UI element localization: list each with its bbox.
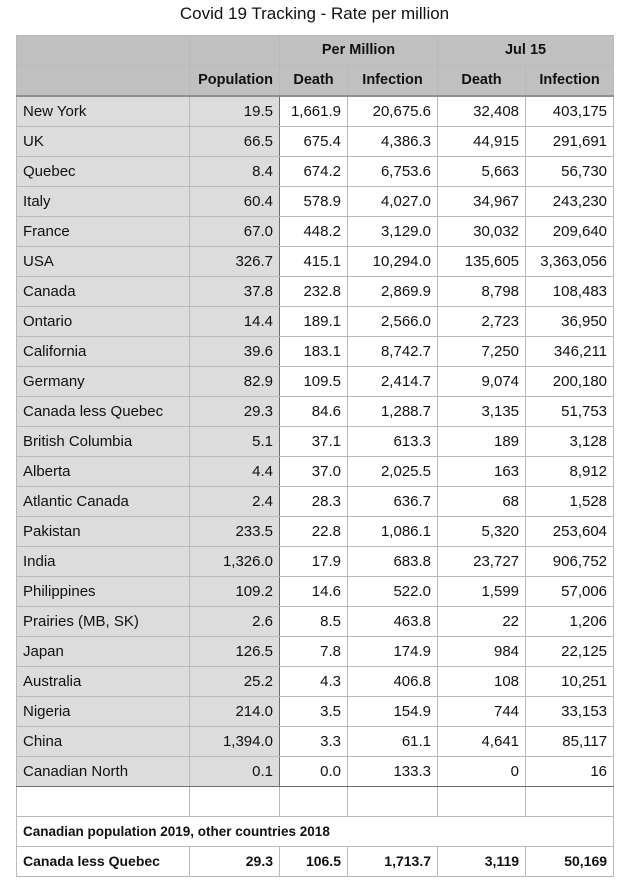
region-name-cell[interactable]: Japan — [17, 637, 190, 667]
table-row — [17, 697, 614, 727]
blank-row — [17, 787, 614, 817]
table-row — [17, 427, 614, 457]
pm-death-cell[interactable]: 17.9 — [280, 547, 348, 577]
region-name-cell[interactable]: Quebec — [17, 157, 190, 187]
header-name-cell — [17, 66, 190, 97]
header-corner-cell — [17, 36, 190, 66]
pm-death-cell[interactable]: 4.3 — [280, 667, 348, 697]
population-cell[interactable]: 326.7 — [190, 247, 280, 277]
infection-cell[interactable]: 253,604 — [526, 517, 614, 547]
infection-cell[interactable]: 33,153 — [526, 697, 614, 727]
pm-infection-cell[interactable]: 463.8 — [348, 607, 438, 637]
region-name-cell[interactable]: California — [17, 337, 190, 367]
header-pm-infection: Infection — [348, 66, 438, 97]
summary-death-cell[interactable]: 3,119 — [438, 847, 526, 877]
pm-death-cell[interactable]: 109.5 — [280, 367, 348, 397]
table-row — [17, 187, 614, 217]
table-row — [17, 667, 614, 697]
table-row — [17, 637, 614, 667]
pm-infection-cell[interactable]: 1,086.1 — [348, 517, 438, 547]
infection-cell[interactable]: 36,950 — [526, 307, 614, 337]
header-population: Population — [190, 66, 280, 97]
region-name-cell[interactable]: India — [17, 547, 190, 577]
table-row — [17, 397, 614, 427]
pm-death-cell[interactable]: 8.5 — [280, 607, 348, 637]
death-cell[interactable]: 30,032 — [438, 217, 526, 247]
pm-death-cell[interactable]: 3.3 — [280, 727, 348, 757]
region-name-cell[interactable]: Italy — [17, 187, 190, 217]
death-cell[interactable]: 68 — [438, 487, 526, 517]
pm-infection-cell[interactable]: 4,386.3 — [348, 127, 438, 157]
population-cell[interactable]: 2.6 — [190, 607, 280, 637]
summary-population-cell[interactable]: 29.3 — [190, 847, 280, 877]
header-per-million: Per Million — [280, 36, 438, 66]
population-cell[interactable]: 5.1 — [190, 427, 280, 457]
pm-infection-cell[interactable]: 4,027.0 — [348, 187, 438, 217]
region-name-cell[interactable]: Prairies (MB, SK) — [17, 607, 190, 637]
pm-infection-cell[interactable]: 154.9 — [348, 697, 438, 727]
region-name-cell[interactable]: British Columbia — [17, 427, 190, 457]
population-cell[interactable]: 29.3 — [190, 397, 280, 427]
population-cell[interactable]: 60.4 — [190, 187, 280, 217]
death-cell[interactable]: 135,605 — [438, 247, 526, 277]
death-cell[interactable]: 44,915 — [438, 127, 526, 157]
header-column-row — [17, 66, 614, 97]
population-cell[interactable]: 14.4 — [190, 307, 280, 337]
header-empty-cell — [190, 36, 280, 66]
region-name-cell[interactable]: UK — [17, 127, 190, 157]
pm-infection-cell[interactable]: 2,025.5 — [348, 457, 438, 487]
population-cell[interactable]: 233.5 — [190, 517, 280, 547]
table-row — [17, 517, 614, 547]
population-cell[interactable]: 19.5 — [190, 96, 280, 127]
pm-infection-cell[interactable]: 406.8 — [348, 667, 438, 697]
death-cell[interactable]: 32,408 — [438, 96, 526, 127]
covid-table — [16, 35, 614, 877]
table-row — [17, 96, 614, 127]
pm-death-cell[interactable]: 675.4 — [280, 127, 348, 157]
death-cell[interactable]: 23,727 — [438, 547, 526, 577]
infection-cell[interactable]: 57,006 — [526, 577, 614, 607]
population-cell[interactable]: 82.9 — [190, 367, 280, 397]
pm-infection-cell[interactable]: 3,129.0 — [348, 217, 438, 247]
infection-cell[interactable]: 16 — [526, 757, 614, 787]
pm-death-cell[interactable]: 84.6 — [280, 397, 348, 427]
infection-cell[interactable]: 243,230 — [526, 187, 614, 217]
table-row — [17, 457, 614, 487]
pm-death-cell[interactable]: 183.1 — [280, 337, 348, 367]
pm-death-cell[interactable]: 415.1 — [280, 247, 348, 277]
empty-cell[interactable] — [190, 787, 280, 817]
pm-death-cell[interactable]: 189.1 — [280, 307, 348, 337]
page-title: Covid 19 Tracking - Rate per million — [179, 4, 450, 23]
pm-infection-cell[interactable]: 174.9 — [348, 637, 438, 667]
region-name-cell[interactable]: Pakistan — [17, 517, 190, 547]
region-name-cell[interactable]: China — [17, 727, 190, 757]
table-row — [17, 157, 614, 187]
infection-cell[interactable]: 10,251 — [526, 667, 614, 697]
table-row — [17, 727, 614, 757]
population-cell[interactable]: 25.2 — [190, 667, 280, 697]
region-name-cell[interactable]: Atlantic Canada — [17, 487, 190, 517]
region-name-cell[interactable]: Canada less Quebec — [17, 397, 190, 427]
infection-cell[interactable]: 346,211 — [526, 337, 614, 367]
death-cell[interactable]: 108 — [438, 667, 526, 697]
pm-death-cell[interactable]: 14.6 — [280, 577, 348, 607]
region-name-cell[interactable]: Nigeria — [17, 697, 190, 727]
pm-infection-cell[interactable]: 613.3 — [348, 427, 438, 457]
infection-cell[interactable]: 56,730 — [526, 157, 614, 187]
population-cell[interactable]: 66.5 — [190, 127, 280, 157]
pm-death-cell[interactable]: 232.8 — [280, 277, 348, 307]
region-name-cell[interactable]: France — [17, 217, 190, 247]
header-date-group: Jul 15 — [438, 36, 614, 66]
infection-cell[interactable]: 1,528 — [526, 487, 614, 517]
death-cell[interactable]: 8,798 — [438, 277, 526, 307]
pm-infection-cell[interactable]: 1,288.7 — [348, 397, 438, 427]
pm-death-cell[interactable]: 28.3 — [280, 487, 348, 517]
death-cell[interactable]: 9,074 — [438, 367, 526, 397]
death-cell[interactable]: 984 — [438, 637, 526, 667]
infection-cell[interactable]: 108,483 — [526, 277, 614, 307]
death-cell[interactable]: 163 — [438, 457, 526, 487]
population-cell[interactable]: 0.1 — [190, 757, 280, 787]
pm-infection-cell[interactable]: 8,742.7 — [348, 337, 438, 367]
infection-cell[interactable]: 291,691 — [526, 127, 614, 157]
death-cell[interactable]: 744 — [438, 697, 526, 727]
population-cell[interactable]: 126.5 — [190, 637, 280, 667]
pm-infection-cell[interactable]: 636.7 — [348, 487, 438, 517]
region-name-cell[interactable]: Australia — [17, 667, 190, 697]
infection-cell[interactable]: 906,752 — [526, 547, 614, 577]
infection-cell[interactable]: 403,175 — [526, 96, 614, 127]
header-date-infection: Infection — [526, 66, 614, 97]
table-row — [17, 367, 614, 397]
table-row — [17, 307, 614, 337]
death-cell[interactable]: 189 — [438, 427, 526, 457]
empty-cell[interactable] — [438, 787, 526, 817]
region-name-cell[interactable]: Philippines — [17, 577, 190, 607]
footnote-text: Canadian population 2019, other countries 2018 — [17, 817, 614, 847]
pm-death-cell[interactable]: 37.0 — [280, 457, 348, 487]
summary-region-name-cell[interactable]: Canada less Quebec — [17, 847, 190, 877]
pm-death-cell[interactable]: 578.9 — [280, 187, 348, 217]
death-cell[interactable]: 4,641 — [438, 727, 526, 757]
population-cell[interactable]: 37.8 — [190, 277, 280, 307]
empty-cell[interactable] — [348, 787, 438, 817]
pm-death-cell[interactable]: 448.2 — [280, 217, 348, 247]
pm-infection-cell[interactable]: 2,869.9 — [348, 277, 438, 307]
region-name-cell[interactable]: Canadian North — [17, 757, 190, 787]
empty-cell[interactable] — [280, 787, 348, 817]
pm-death-cell[interactable]: 3.5 — [280, 697, 348, 727]
population-cell[interactable]: 67.0 — [190, 217, 280, 247]
pm-infection-cell[interactable]: 61.1 — [348, 727, 438, 757]
population-cell[interactable]: 39.6 — [190, 337, 280, 367]
infection-cell[interactable]: 22,125 — [526, 637, 614, 667]
pm-death-cell[interactable]: 1,661.9 — [280, 96, 348, 127]
infection-cell[interactable]: 85,117 — [526, 727, 614, 757]
pm-death-cell[interactable]: 22.8 — [280, 517, 348, 547]
infection-cell[interactable]: 8,912 — [526, 457, 614, 487]
summary-pm-death-cell[interactable]: 106.5 — [280, 847, 348, 877]
empty-cell[interactable] — [526, 787, 614, 817]
table-row — [17, 607, 614, 637]
death-cell[interactable]: 7,250 — [438, 337, 526, 367]
summary-pm-infection-cell[interactable]: 1,713.7 — [348, 847, 438, 877]
population-cell[interactable]: 109.2 — [190, 577, 280, 607]
table-row — [17, 217, 614, 247]
pm-infection-cell[interactable]: 10,294.0 — [348, 247, 438, 277]
table-row — [17, 127, 614, 157]
population-cell[interactable]: 1,394.0 — [190, 727, 280, 757]
pm-death-cell[interactable]: 0.0 — [280, 757, 348, 787]
death-cell[interactable]: 5,320 — [438, 517, 526, 547]
population-cell[interactable]: 2.4 — [190, 487, 280, 517]
table-row — [17, 277, 614, 307]
death-cell[interactable]: 3,135 — [438, 397, 526, 427]
infection-cell[interactable]: 1,206 — [526, 607, 614, 637]
footnote-row — [17, 817, 614, 847]
region-name-cell[interactable]: Ontario — [17, 307, 190, 337]
death-cell[interactable]: 2,723 — [438, 307, 526, 337]
infection-cell[interactable]: 3,363,056 — [526, 247, 614, 277]
summary-infection-cell[interactable]: 50,169 — [526, 847, 614, 877]
death-cell[interactable]: 5,663 — [438, 157, 526, 187]
pm-infection-cell[interactable]: 6,753.6 — [348, 157, 438, 187]
header-group-row — [17, 36, 614, 66]
table-row — [17, 337, 614, 367]
population-cell[interactable]: 214.0 — [190, 697, 280, 727]
table-row — [17, 757, 614, 787]
table-row — [17, 577, 614, 607]
death-cell[interactable]: 0 — [438, 757, 526, 787]
population-cell[interactable]: 1,326.0 — [190, 547, 280, 577]
region-name-cell[interactable]: Alberta — [17, 457, 190, 487]
region-name-cell[interactable]: Canada — [17, 277, 190, 307]
population-cell[interactable]: 8.4 — [190, 157, 280, 187]
death-cell[interactable]: 22 — [438, 607, 526, 637]
pm-infection-cell[interactable]: 133.3 — [348, 757, 438, 787]
infection-cell[interactable]: 209,640 — [526, 217, 614, 247]
header-pm-death: Death — [280, 66, 348, 97]
region-name-cell[interactable]: USA — [17, 247, 190, 277]
population-cell[interactable]: 4.4 — [190, 457, 280, 487]
death-cell[interactable]: 1,599 — [438, 577, 526, 607]
pm-death-cell[interactable]: 674.2 — [280, 157, 348, 187]
pm-infection-cell[interactable]: 2,414.7 — [348, 367, 438, 397]
pm-infection-cell[interactable]: 2,566.0 — [348, 307, 438, 337]
region-name-cell[interactable]: Germany — [17, 367, 190, 397]
header-date-death: Death — [438, 66, 526, 97]
summary-row — [17, 847, 614, 877]
table-row — [17, 487, 614, 517]
pm-death-cell[interactable]: 37.1 — [280, 427, 348, 457]
infection-cell[interactable]: 200,180 — [526, 367, 614, 397]
empty-cell[interactable] — [17, 787, 190, 817]
pm-infection-cell[interactable]: 20,675.6 — [348, 96, 438, 127]
pm-infection-cell[interactable]: 522.0 — [348, 577, 438, 607]
death-cell[interactable]: 34,967 — [438, 187, 526, 217]
infection-cell[interactable]: 3,128 — [526, 427, 614, 457]
region-name-cell[interactable]: New York — [17, 96, 190, 127]
table-row — [17, 547, 614, 577]
pm-death-cell[interactable]: 7.8 — [280, 637, 348, 667]
pm-infection-cell[interactable]: 683.8 — [348, 547, 438, 577]
table-row — [17, 247, 614, 277]
infection-cell[interactable]: 51,753 — [526, 397, 614, 427]
